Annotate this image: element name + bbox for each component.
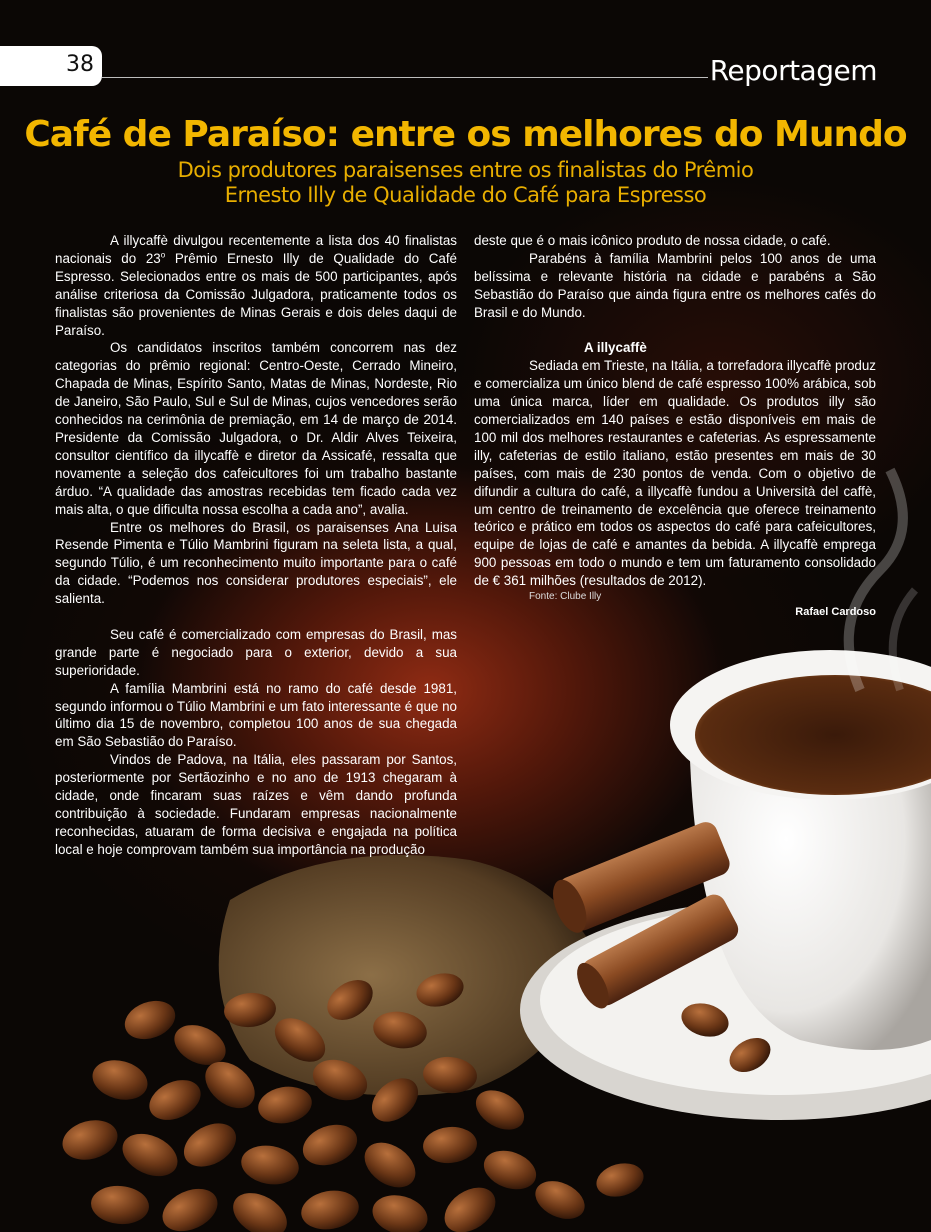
paragraph-4: Seu café é comercializado com empresas do Brasil, mas grande parte é negociado para o exterior, devido a sua superioridade. <box>55 626 457 678</box>
source-note: Fonte: Clube Illy <box>529 591 602 603</box>
page-number: 38 <box>66 52 94 77</box>
headline: Café de Paraíso: entre os melhores do Mundo <box>24 114 907 155</box>
paragraph-6-continued: deste que é o mais icônico produto de nossa cidade, o café. <box>474 233 831 248</box>
article-column-right <box>474 232 876 622</box>
section-label: Reportagem <box>709 54 877 87</box>
article-column-left <box>55 232 457 859</box>
paragraph-8: Sediada em Trieste, na Itália, a torrefadora illycaffè produz e comercializa um único blend de café espresso 100% arábica, sob uma única marca, líder em qualidade. Os produtos illy são comercializados em 140 países e estão disponíveis em mais de 100 mil dos melhores restaurantes e cafeterias. As espressamente illy, cafeterias de estilo italiano, estão presentes em mais de 30 países, com mais de 230 pontos de venda. Com o objetivo de difundir a cultura do café, a illycaffè fundou a Università del caffè, um centro de treinamento de excelência que oferece treinamento teórico e prático em todos os aspectos do café para cafeicultores, equipe de lojas de café e amantes da bebida. A illycaffè emprega 900 pessoas em todo o mundo e tem um faturamento consolidado de € 361 milhões (resultados de 2012). <box>474 358 876 589</box>
subhead <box>0 158 931 208</box>
paragraph-5: A família Mambrini está no ramo do café desde 1981, segundo informou o Túlio Mambrini e um fato interessante é que no último dia 15 de novembro, completou 100 anos de sua chegada em São Sebastião do Paraíso. <box>55 680 457 750</box>
header-rule <box>102 77 708 78</box>
paragraph-1-part-a: A illycaffè divulgou recentemente a lista dos 40 finalistas nacionais do 23 <box>55 233 457 266</box>
ordinal-superscript: o <box>160 250 166 260</box>
paragraph-1 <box>55 232 457 339</box>
paragraph-6: Vindos de Padova, na Itália, eles passaram por Santos, posteriormente por Sertãozinho e no ano de 1913 chegaram à cidade, onde fincaram suas raízes e vêm dando profunda contribuição à sociedade. Fundaram empresas nacionalmente reconhecidas, atuaram de forma decisiva e engajada na política local e hoje comprovam também sua importância na produção <box>55 752 457 857</box>
paragraph-7: Parabéns à família Mambrini pelos 100 anos de uma belíssima e relevante história na cidade e parabéns a São Sebastião do Paraíso que ainda figura entre os melhores cafés do Brasil e do Mundo. <box>474 250 876 320</box>
paragraph-3: Entre os melhores do Brasil, os paraisenses Ana Luisa Resende Pimenta e Túlio Mambrini figuram na seleta lista, a qual, segundo Túlio, é um reconhecimento muito importante para o café da cidade. “Podemos nos considerar produtores especiais”, ele salienta. <box>55 519 457 607</box>
paragraph-1-part-b: Prêmio Ernesto Illy de Qualidade do Café Espresso. Selecionados entre os mais de 500 participantes, após análise criteriosa da Comissão Julgadora, praticamente todos os finalistas são provenientes de Minas Gerais e dois deles daqui de Paraíso. <box>55 250 458 338</box>
subhead-line-1: Dois produtores paraisenses entre os finalistas do Prêmio <box>177 158 754 182</box>
paragraph-2: Os candidatos inscritos também concorrem nas dez categorias do prêmio regional: Centro-Oeste, Cerrado Mineiro, Chapada de Minas, Espírito Santo, Matas de Minas, Nordeste, Rio de Janeiro, São Paulo, Sul e Sul de Minas, cujos vencedores serão conhecidos na cerimônia de premiação, em 14 de março de 2014. Presidente da Comissão Julgadora, o Dr. Aldir Alves Teixeira, consultor científico da illycaffè e diretor da Assicafé, ressalta que novamente a seleção dos cafeicultores foi um trabalho bastante árduo. “A qualidade das amostras recebidas tem ficado cada vez mais alta, o que dificulta nossa escolha a cada ano”, avalia. <box>55 340 457 517</box>
subhead-line-2: Ernesto Illy de Qualidade do Café para Espresso <box>224 183 707 207</box>
author-byline: Rafael Cardoso <box>795 606 876 619</box>
section-subtitle: A illycaffè <box>584 340 647 356</box>
